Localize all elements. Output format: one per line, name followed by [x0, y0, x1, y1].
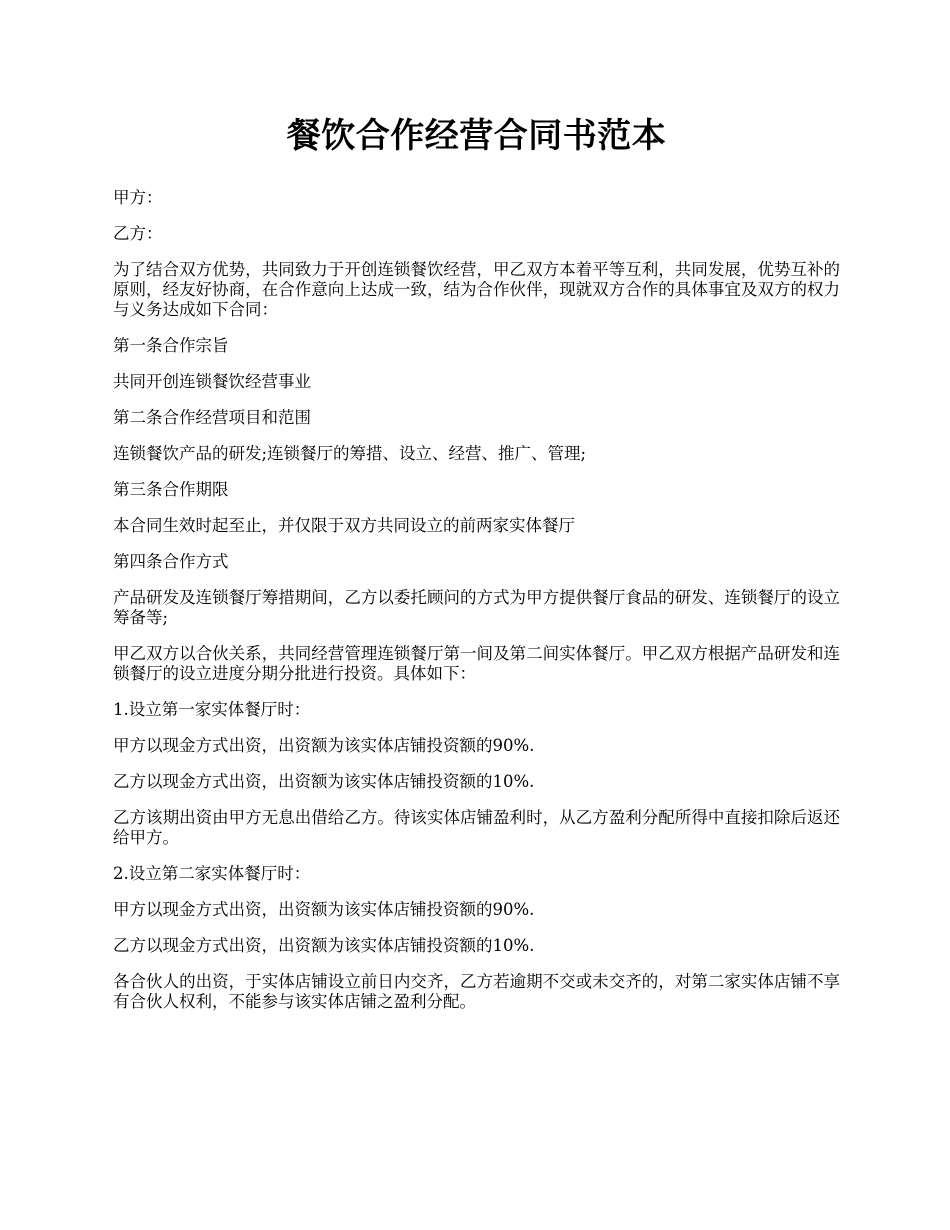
party-b-line: 乙方： — [113, 224, 163, 243]
article-4-heading: 第四条合作方式 — [113, 552, 229, 571]
preamble-paragraph: 为了结合双方优势，共同致力于开创连锁餐饮经营，甲乙双方本着平等互利，共同发展，优势互补的原则，经友好协商，在合作意向上达成一致，结为合作伙伴，现就双方合作的具体事宜及双方的权力与义务达成如下合同： — [113, 260, 840, 319]
article-1-heading: 第一条合作宗旨 — [113, 336, 229, 355]
first-restaurant-loan: 乙方该期出资由甲方无息出借给乙方。待该实体店铺盈利时，从乙方盈利分配所得中直接扣除后返还给甲方。 — [113, 808, 840, 847]
article-2-heading: 第二条合作经营项目和范围 — [113, 408, 311, 427]
article-1-body: 共同开创连锁餐饮经营事业 — [113, 372, 311, 391]
document-title: 餐饮合作经营合同书范本 — [286, 116, 667, 156]
article-3-heading: 第三条合作期限 — [113, 480, 229, 499]
second-restaurant-heading: 2.设立第二家实体餐厅时： — [113, 864, 311, 883]
first-restaurant-party-b: 乙方以现金方式出资，出资额为该实体店铺投资额的10%. — [113, 772, 535, 791]
first-restaurant-party-a: 甲方以现金方式出资，出资额为该实体店铺投资额的90%. — [113, 736, 535, 755]
article-2-body: 连锁餐饮产品的研发;连锁餐厅的筹措、设立、经营、推广、管理; — [113, 444, 587, 463]
first-restaurant-heading: 1.设立第一家实体餐厅时： — [113, 700, 311, 719]
article-4-paragraph: 产品研发及连锁餐厅筹措期间，乙方以委托顾问的方式为甲方提供餐厅食品的研发、连锁餐厅的设立筹备等; — [113, 588, 840, 627]
party-a-line: 甲方： — [113, 188, 163, 207]
contribution-deadline: 各合伙人的出资，于实体店铺设立前日内交齐，乙方若逾期不交或未交齐的，对第二家实体店铺不享有合伙人权利，不能参与该实体店铺之盈利分配。 — [113, 972, 840, 1011]
article-3-body: 本合同生效时起至止，并仅限于双方共同设立的前两家实体餐厅 — [113, 516, 575, 535]
article-4-paragraph: 甲乙双方以合伙关系，共同经营管理连锁餐厅第一间及第二间实体餐厅。甲乙双方根据产品研发和连锁餐厅的设立进度分期分批进行投资。具体如下： — [113, 644, 840, 683]
second-restaurant-party-a: 甲方以现金方式出资，出资额为该实体店铺投资额的90%. — [113, 900, 535, 919]
second-restaurant-party-b: 乙方以现金方式出资，出资额为该实体店铺投资额的10%. — [113, 936, 535, 955]
